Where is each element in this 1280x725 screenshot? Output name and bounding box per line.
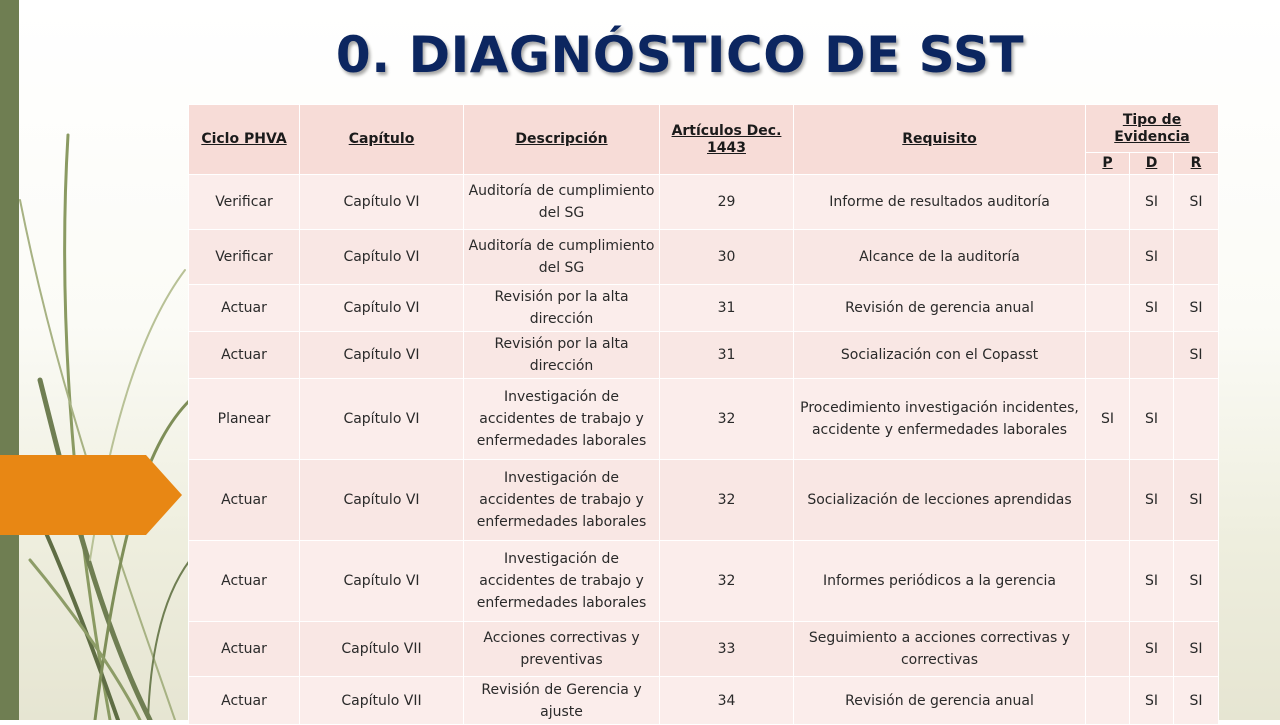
cell-p: [1086, 230, 1130, 285]
cell-d: SI: [1130, 622, 1174, 677]
cell-p: SI: [1086, 379, 1130, 460]
cell-d: [1130, 332, 1174, 379]
cell-requisito: Revisión de gerencia anual: [794, 677, 1086, 725]
cell-articulo: 29: [660, 175, 794, 230]
cell-capitulo: Capítulo VII: [300, 677, 464, 725]
cell-ciclo: Actuar: [189, 332, 300, 379]
cell-capitulo: Capítulo VI: [300, 460, 464, 541]
cell-descripcion: Investigación de accidentes de trabajo y enfermedades laborales: [464, 460, 660, 541]
cell-requisito: Alcance de la auditoría: [794, 230, 1086, 285]
cell-d: SI: [1130, 230, 1174, 285]
cell-r: [1174, 230, 1219, 285]
header-ciclo-phva: Ciclo PHVA: [189, 105, 300, 175]
cell-articulo: 30: [660, 230, 794, 285]
cell-p: [1086, 332, 1130, 379]
cell-capitulo: Capítulo VII: [300, 622, 464, 677]
cell-descripcion: Auditoría de cumplimiento del SG: [464, 230, 660, 285]
cell-r: SI: [1174, 175, 1219, 230]
header-p: P: [1086, 153, 1130, 175]
table-row: [189, 230, 1219, 285]
cell-requisito: Socialización de lecciones aprendidas: [794, 460, 1086, 541]
table-row: [189, 677, 1219, 725]
cell-p: [1086, 175, 1130, 230]
cell-p: [1086, 677, 1130, 725]
cell-descripcion: Revisión por la alta dirección: [464, 332, 660, 379]
cell-r: SI: [1174, 460, 1219, 541]
cell-requisito: Socialización con el Copasst: [794, 332, 1086, 379]
cell-capitulo: Capítulo VI: [300, 285, 464, 332]
cell-d: SI: [1130, 677, 1174, 725]
header-tipo-evidencia: Tipo de Evidencia: [1086, 105, 1219, 153]
cell-d: SI: [1130, 379, 1174, 460]
table-row: [189, 285, 1219, 332]
cell-ciclo: Actuar: [189, 460, 300, 541]
cell-ciclo: Actuar: [189, 622, 300, 677]
cell-requisito: Seguimiento a acciones correctivas y correctivas: [794, 622, 1086, 677]
table-row: [189, 622, 1219, 677]
header-articulos: Artículos Dec. 1443: [660, 105, 794, 175]
cell-p: [1086, 285, 1130, 332]
cell-d: SI: [1130, 460, 1174, 541]
cell-articulo: 32: [660, 460, 794, 541]
cell-d: SI: [1130, 541, 1174, 622]
cell-ciclo: Verificar: [189, 230, 300, 285]
cell-capitulo: Capítulo VI: [300, 332, 464, 379]
table-row: [189, 175, 1219, 230]
cell-r: [1174, 379, 1219, 460]
cell-ciclo: Verificar: [189, 175, 300, 230]
cell-articulo: 32: [660, 541, 794, 622]
cell-descripcion: Investigación de accidentes de trabajo y enfermedades laborales: [464, 379, 660, 460]
table-row: [189, 541, 1219, 622]
cell-ciclo: Actuar: [189, 677, 300, 725]
table-row: [189, 379, 1219, 460]
header-d: D: [1130, 153, 1174, 175]
slide-title: 0. DIAGNÓSTICO DE SST: [335, 26, 1025, 84]
cell-descripcion: Investigación de accidentes de trabajo y enfermedades laborales: [464, 541, 660, 622]
cell-r: SI: [1174, 332, 1219, 379]
cell-r: SI: [1174, 677, 1219, 725]
header-requisito: Requisito: [794, 105, 1086, 175]
cell-requisito: Informe de resultados auditoría: [794, 175, 1086, 230]
cell-p: [1086, 460, 1130, 541]
cell-p: [1086, 622, 1130, 677]
cell-descripcion: Acciones correctivas y preventivas: [464, 622, 660, 677]
sst-diagnostic-table: [188, 104, 1219, 725]
cell-capitulo: Capítulo VI: [300, 230, 464, 285]
cell-requisito: Informes periódicos a la gerencia: [794, 541, 1086, 622]
cell-capitulo: Capítulo VI: [300, 175, 464, 230]
cell-ciclo: Planear: [189, 379, 300, 460]
cell-ciclo: Actuar: [189, 541, 300, 622]
table-row: [189, 460, 1219, 541]
cell-r: SI: [1174, 622, 1219, 677]
cell-requisito: Revisión de gerencia anual: [794, 285, 1086, 332]
cell-articulo: 31: [660, 285, 794, 332]
cell-r: SI: [1174, 285, 1219, 332]
cell-descripcion: Revisión por la alta dirección: [464, 285, 660, 332]
header-descripcion: Descripción: [464, 105, 660, 175]
cell-descripcion: Auditoría de cumplimiento del SG: [464, 175, 660, 230]
cell-ciclo: Actuar: [189, 285, 300, 332]
cell-descripcion: Revisión de Gerencia y ajuste: [464, 677, 660, 725]
cell-d: SI: [1130, 175, 1174, 230]
header-capitulo: Capítulo: [300, 105, 464, 175]
cell-articulo: 34: [660, 677, 794, 725]
cell-articulo: 33: [660, 622, 794, 677]
cell-r: SI: [1174, 541, 1219, 622]
cell-capitulo: Capítulo VI: [300, 379, 464, 460]
cell-d: SI: [1130, 285, 1174, 332]
header-r: R: [1174, 153, 1219, 175]
cell-articulo: 31: [660, 332, 794, 379]
cell-requisito: Procedimiento investigación incidentes, accidente y enfermedades laborales: [794, 379, 1086, 460]
table-row: [189, 332, 1219, 379]
cell-capitulo: Capítulo VI: [300, 541, 464, 622]
orange-arrow-shape: [0, 455, 182, 535]
cell-articulo: 32: [660, 379, 794, 460]
cell-p: [1086, 541, 1130, 622]
